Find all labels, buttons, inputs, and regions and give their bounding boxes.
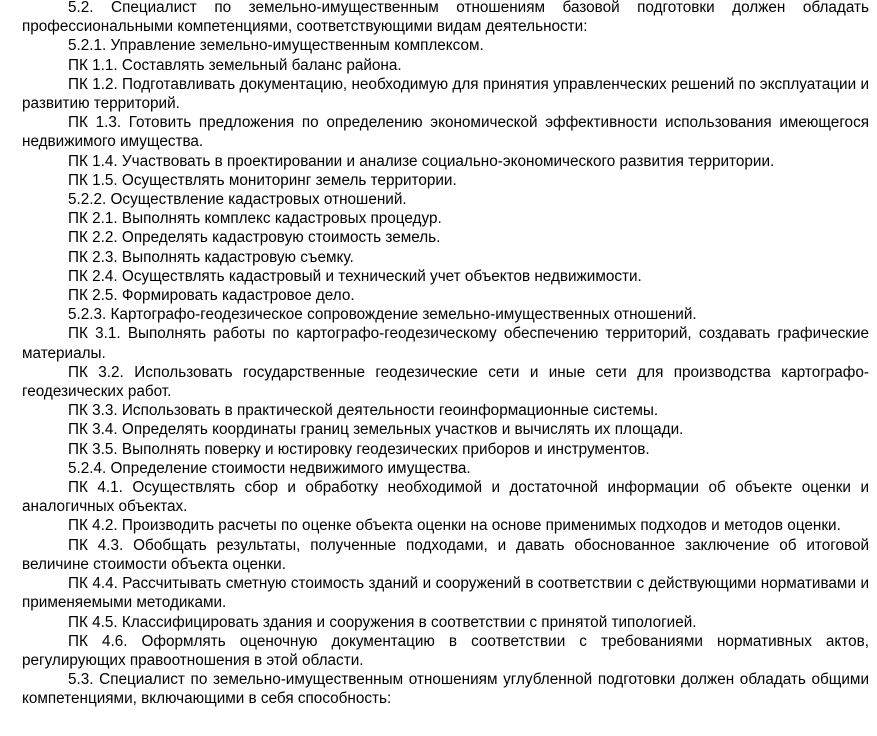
paragraph-pk-1-2: ПК 1.2. Подготавливать документацию, необходимую для принятия управленческих решений по эксплуатации и развитию территорий. xyxy=(22,75,869,113)
paragraph-5-3: 5.3. Специалист по земельно-имущественным отношениям углубленной подготовки должен обладать общими компетенциями, включающими в себя способность: xyxy=(22,671,869,708)
paragraph-5-2: 5.2. Специалист по земельно-имущественным отношениям базовой подготовки должен обладать профессиональными компетенциями, соответствующими видам деятельности: xyxy=(22,0,869,36)
paragraph-pk-2-3: ПК 2.3. Выполнять кадастровую съемку. xyxy=(68,248,354,266)
paragraph-pk-3-4: ПК 3.4. Определять координаты границ земельных участков и вычислять их площади. xyxy=(68,421,684,439)
paragraph-5-2-3: 5.2.3. Картографо-геодезическое сопровождение земельно-имущественных отношений. xyxy=(68,306,697,324)
paragraph-5-2-4: 5.2.4. Определение стоимости недвижимого имущества. xyxy=(68,459,471,477)
paragraph-pk-3-1: ПК 3.1. Выполнять работы по картографо-геодезическому обеспечению территорий, создавать графические материалы. xyxy=(22,325,869,362)
paragraph-pk-3-2: ПК 3.2. Использовать государственные геодезические сети и иные сети для производства картографо-геодезических работ. xyxy=(22,363,869,401)
paragraph-pk-4-1: ПК 4.1. Осуществлять сбор и обработку необходимой и достаточной информации об объекте оценки и аналогичных объектах. xyxy=(22,479,869,516)
paragraph-pk-4-5: ПК 4.5. Классифицировать здания и сооружения в соответствии с принятой типологией. xyxy=(68,613,697,631)
paragraph-pk-1-4: ПК 1.4. Участвовать в проектировании и анализе социально-экономического развития территории. xyxy=(68,152,775,170)
paragraph-pk-4-6: ПК 4.6. Оформлять оценочную документацию в соответствии с требованиями нормативных актов, регулирующих правоотношения в этой области. xyxy=(22,632,869,669)
paragraph-pk-4-4: ПК 4.4. Рассчитывать сметную стоимость зданий и сооружений в соответствии с действующими нормативами и применяемыми методиками. xyxy=(22,575,869,612)
paragraph-pk-1-3: ПК 1.3. Готовить предложения по определению экономической эффективности использования имеющегося недвижимого имущества. xyxy=(22,114,869,151)
paragraph-pk-1-1: ПК 1.1. Составлять земельный баланс района. xyxy=(68,56,402,74)
paragraph-pk-4-3: ПК 4.3. Обобщать результаты, полученные подходами, и давать обоснованное заключение об итоговой величине стоимости объекта оценки. xyxy=(22,536,869,573)
paragraph-pk-2-2: ПК 2.2. Определять кадастровую стоимость земель. xyxy=(68,229,441,247)
paragraph-pk-2-5: ПК 2.5. Формировать кадастровое дело. xyxy=(68,287,355,305)
paragraph-pk-1-5: ПК 1.5. Осуществлять мониторинг земель территории. xyxy=(68,171,457,189)
paragraph-pk-2-1: ПК 2.1. Выполнять комплекс кадастровых процедур. xyxy=(68,210,442,228)
paragraph-pk-4-2: ПК 4.2. Производить расчеты по оценке объекта оценки на основе применимых подходов и методов оценки. xyxy=(68,517,841,535)
paragraph-pk-3-3: ПК 3.3. Использовать в практической деятельности геоинформационные системы. xyxy=(68,402,659,420)
paragraph-pk-3-5: ПК 3.5. Выполнять поверку и юстировку геодезических приборов и инструментов. xyxy=(68,440,650,458)
paragraph-5-2-2: 5.2.2. Осуществление кадастровых отношений. xyxy=(68,191,407,209)
paragraph-pk-2-4: ПК 2.4. Осуществлять кадастровый и технический учет объектов недвижимости. xyxy=(68,267,642,285)
paragraph-5-2-1: 5.2.1. Управление земельно-имущественным комплексом. xyxy=(68,37,484,55)
